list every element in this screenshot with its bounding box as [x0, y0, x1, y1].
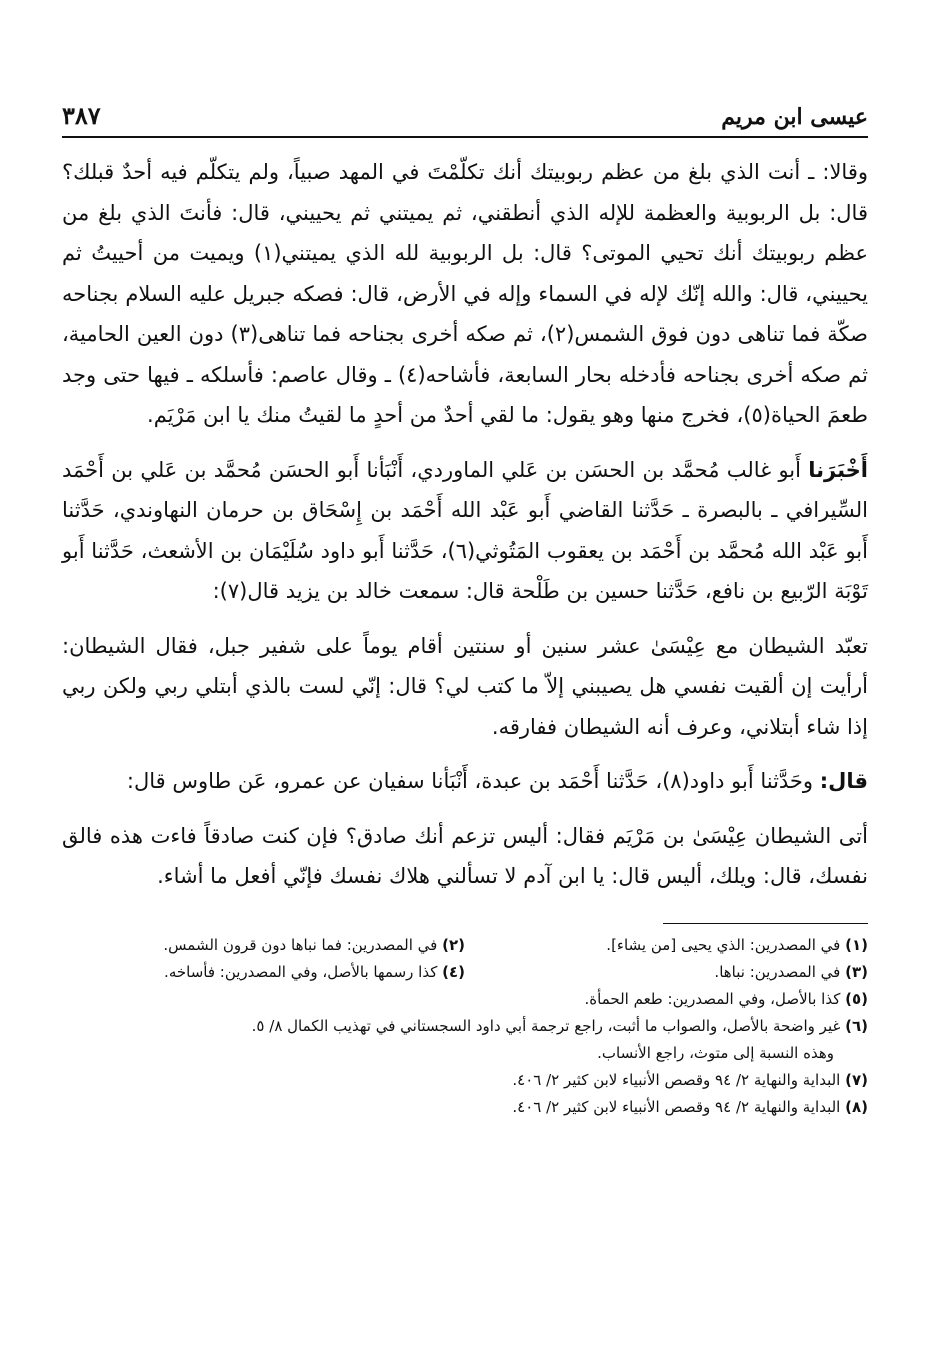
footnote-5: (٥) كذا بالأصل، وفي المصدرين: طعم الحمأة. — [584, 989, 868, 1008]
running-title: عيسى ابن مريم — [721, 104, 868, 130]
footnote-6: (٦) غير واضحة بالأصل، والصواب ما أثبت، راجع ترجمة أبي داود السجستاني في تهذيب الكمال ٨/ ٥. وهذه النسبة إلى متوث، راجع الأنساب. — [62, 1013, 868, 1067]
running-header — [62, 96, 868, 138]
paragraph-1 — [62, 152, 868, 436]
footnote-divider — [663, 923, 868, 924]
paragraph-text: وقالا: ـ أنت الذي بلغ من عظم ربوبيتك أنك تكلّمْتَ في المهد صبياً، ولم يتكلّم فيه أحدٌ قبلك؟ قال: بل الربوبية والعظمة للإله الذي أنطقني، ثم يميتني ثم يحييني، قال: فأنتَ الذي بلغ من عظم ربوبيتك أنك تحيي الموتى؟ قال: بل الربوبية لله الذي يميتني(١) ويميت من أحييتُ ثم يحييني، قال: والله إنّك لإله في السماء وإله في الأرض، قال: فصكه جبريل عليه السلام بجناحه صكّة فما تناهى دون فوق الشمس(٢)، ثم صكه أخرى بجناحه فما تناهى(٣) دون العين الحامية، ثم صكه أخرى بجناحه فأدخله بحار السابعة، فأشاحه(٤) ـ وقال عاصم: فأسلكه ـ فيها حتى وجد طعمَ الحياة(٥)، فخرج منها وهو يقول: ما لقي أحدٌ من أحدٍ ما لقيتُ منك يا ابن مَرْيَم. — [62, 160, 868, 427]
footnote-row — [62, 932, 868, 959]
paragraph-lead: قال: — [819, 769, 868, 793]
paragraph-text: تعبّد الشيطان مع عِيْسَىٰ عشر سنين أو سنتين أقام يوماً على شفير جبل، فقال الشيطان: أرأيت إن ألقيت نفسي هل يصيبني إلاّ ما كتب لي؟ قال: إنّي لست بالذي أبتلي ربي ولكن ربي إذا شاء أبتلاني، وعرف أنه الشيطان ففارقه. — [62, 633, 868, 739]
footnote-6-continuation: وهذه النسبة إلى متوث، راجع الأنساب. — [597, 1043, 834, 1062]
footnote-row — [62, 1094, 868, 1121]
footnote-row — [62, 986, 868, 1013]
footnote-4: (٤) كذا رسمها بالأصل، وفي المصدرين: فأساخه. — [164, 962, 465, 981]
paragraph-4 — [62, 761, 868, 802]
page-number: ٣٨٧ — [62, 101, 101, 130]
footnote-3: (٣) في المصدرين: نباها. — [714, 962, 868, 981]
paragraph-text: أتى الشيطان عِيْسَىٰ بن مَرْيَم فقال: أليس تزعم أنك صادق؟ فإن كنت صادقاً فاءت هذه فالق نفسك، قال: ويلك، أليس قال: يا ابن آدم لا تسألني هلاك نفسك فإنّي أفعل ما أشاء. — [62, 823, 868, 888]
footnote-1: (١) في المصدرين: الذي يحيى [من يشاء]. — [606, 935, 868, 954]
paragraph-lead: أَخْبَرَنا — [808, 457, 868, 482]
footnotes — [62, 932, 868, 1121]
footnote-7: (٧) البداية والنهاية ٢/ ٩٤ وقصص الأنبياء لابن كثير ٢/ ٤٠٦. — [512, 1070, 868, 1089]
book-page — [62, 96, 868, 1121]
main-text — [62, 152, 868, 897]
paragraph-text: أَبو غالب مُحمَّد بن الحسَن بن عَلي الماوردي، أَنْبَأنا أَبو الحسَن مُحمَّد بن عَلي بن أَحْمَد السِّيرافي ـ بالبصرة ـ حَدَّثنا القاضي أَبو عَبْد الله أَحْمَد بن إِسْحَاق بن حرمان النهاوندي، حَدَّثنا أَبو عَبْد الله مُحمَّد بن أَحْمَد بن يعقوب المَتُوثي(٦)، حَدَّثنا أَبو داود سُلَيْمَان بن الأشعث، حَدَّثنا أَبو تَوْبَة الرّبيع بن نافع، حَدَّثنا حسين بن طَلْحة قال: سمعت خالد بن يزيد قال(٧): — [62, 457, 868, 603]
paragraph-2 — [62, 450, 868, 612]
footnote-row — [62, 959, 868, 986]
paragraph-3 — [62, 626, 868, 748]
paragraph-5 — [62, 816, 868, 897]
paragraph-text: وحَدَّثنا أَبو داود(٨)، حَدَّثنا أَحْمَد بن عبدة، أَنْبَأنا سفيان عن عمرو، عَن طاوس قال: — [126, 769, 820, 793]
footnote-row — [62, 1067, 868, 1094]
footnote-2: (٢) في المصدرين: فما نباها دون قرون الشمس. — [163, 935, 465, 954]
footnote-8: (٨) البداية والنهاية ٢/ ٩٤ وقصص الأنبياء لابن كثير ٢/ ٤٠٦. — [512, 1097, 868, 1116]
footnote-row — [62, 1013, 868, 1067]
